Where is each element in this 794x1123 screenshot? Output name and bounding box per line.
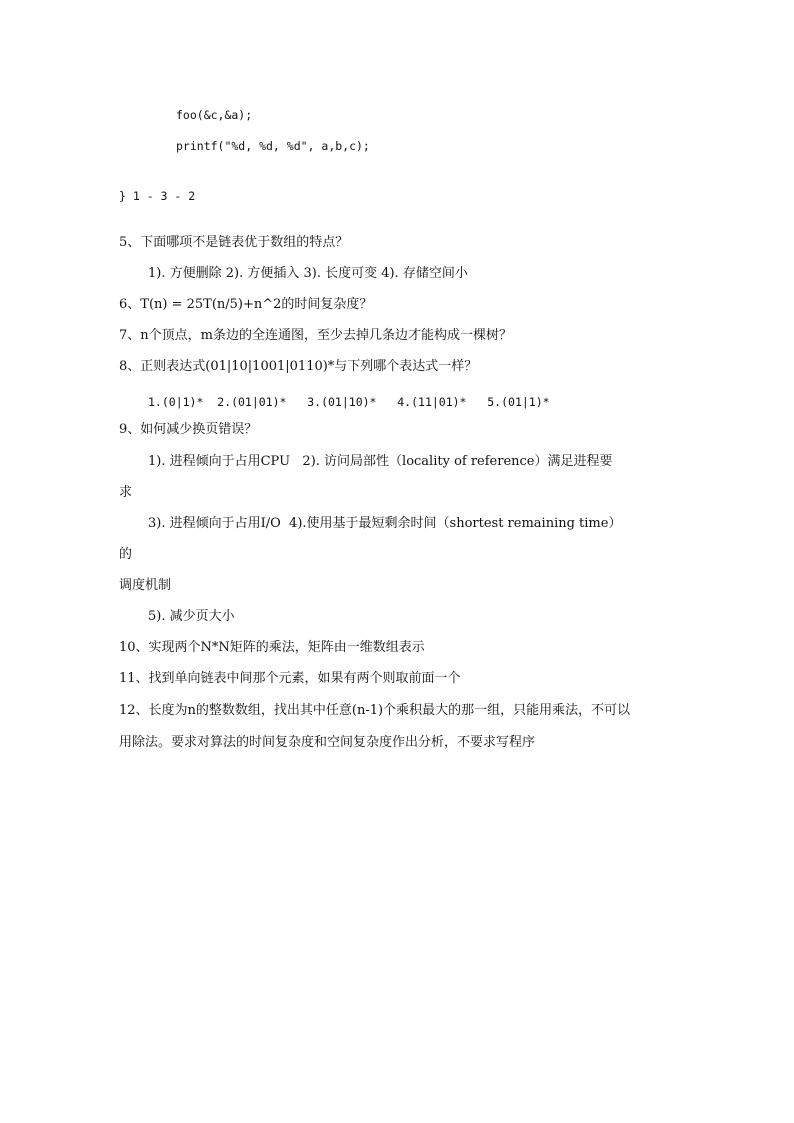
code-line-printf: printf("%d, %d, %d", a,b,c); — [176, 139, 370, 153]
question-11: 11、找到单向链表中间那个元素，如果有两个则取前面一个 — [119, 671, 461, 686]
question-8: 8、正则表达式(01|10|1001|0110)*与下列哪个表达式一样？ — [119, 359, 478, 374]
question-9-option-line-2-wrap: 的 — [119, 547, 133, 562]
question-12-line-2: 用除法。要求对算法的时间复杂度和空间复杂度作出分析，不要求写程序 — [119, 735, 536, 750]
question-9-option-line-2: 3). 进程倾向于占用I/O 4).使用基于最短剩余时间（shortest remaining time） — [148, 516, 622, 531]
question-5-options: 1). 方便删除 2). 方便插入 3). 长度可变 4). 存储空间小 — [148, 266, 468, 281]
question-8-options: 1.(0|1)* 2.(01|01)* 3.(01|10)* 4.(11|01)* 5.(01|1)* — [148, 395, 550, 409]
question-9-option-line-1-wrap: 求 — [119, 485, 133, 500]
code-line-closing-answer: } 1 - 3 - 2 — [119, 189, 196, 203]
question-10: 10、实现两个N*N矩阵的乘法，矩阵由一维数组表示 — [119, 640, 425, 655]
question-9-option-line-3: 5). 减少页大小 — [148, 609, 235, 624]
question-9: 9、如何减少换页错误？ — [119, 422, 258, 437]
code-line-foo-call: foo(&c,&a); — [176, 108, 253, 122]
question-5: 5、下面哪项不是链表优于数组的特点？ — [119, 235, 349, 250]
question-9-option-line-1: 1). 进程倾向于占用CPU 2). 访问局部性（locality of reference）满足进程要 — [148, 454, 613, 469]
question-7: 7、n个顶点，m条边的全连通图，至少去掉几条边才能构成一棵树？ — [119, 328, 512, 343]
question-9-option-line-2-wrap-2: 调度机制 — [119, 578, 172, 593]
question-12-line-1: 12、长度为n的整数数组，找出其中任意(n-1)个乘积最大的那一组，只能用乘法，不可以 — [119, 703, 631, 718]
question-6: 6、T(n) = 25T(n/5)+n^2的时间复杂度？ — [119, 297, 373, 312]
